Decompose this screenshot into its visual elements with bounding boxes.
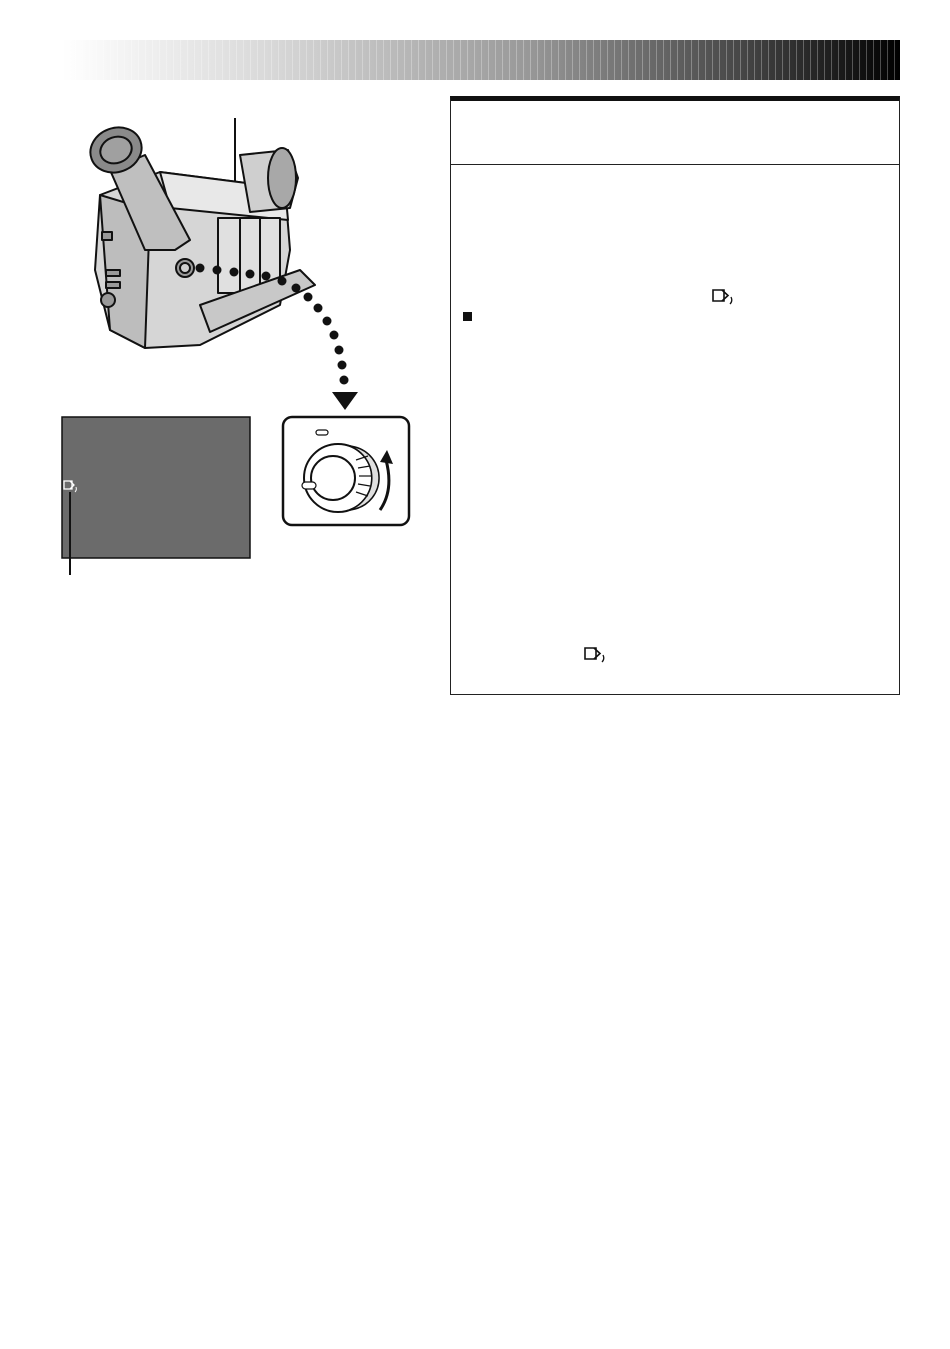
header-gradient-bar (62, 40, 900, 80)
viewfinder-screen (62, 417, 250, 558)
dial-pointer (302, 482, 316, 489)
down-arrow-head (332, 392, 358, 410)
dial-indicator-mark (316, 430, 328, 435)
info-box-divider (451, 164, 899, 165)
info-box (450, 96, 900, 695)
camcorder-illustration (50, 100, 430, 580)
digital-image-stabilizer-icon (711, 287, 737, 305)
camcorder-body (84, 120, 315, 348)
square-bullet-icon (463, 312, 472, 321)
digital-image-stabilizer-icon-bottom (583, 645, 609, 663)
header-stripes (62, 40, 900, 80)
dial-inner (311, 456, 355, 500)
